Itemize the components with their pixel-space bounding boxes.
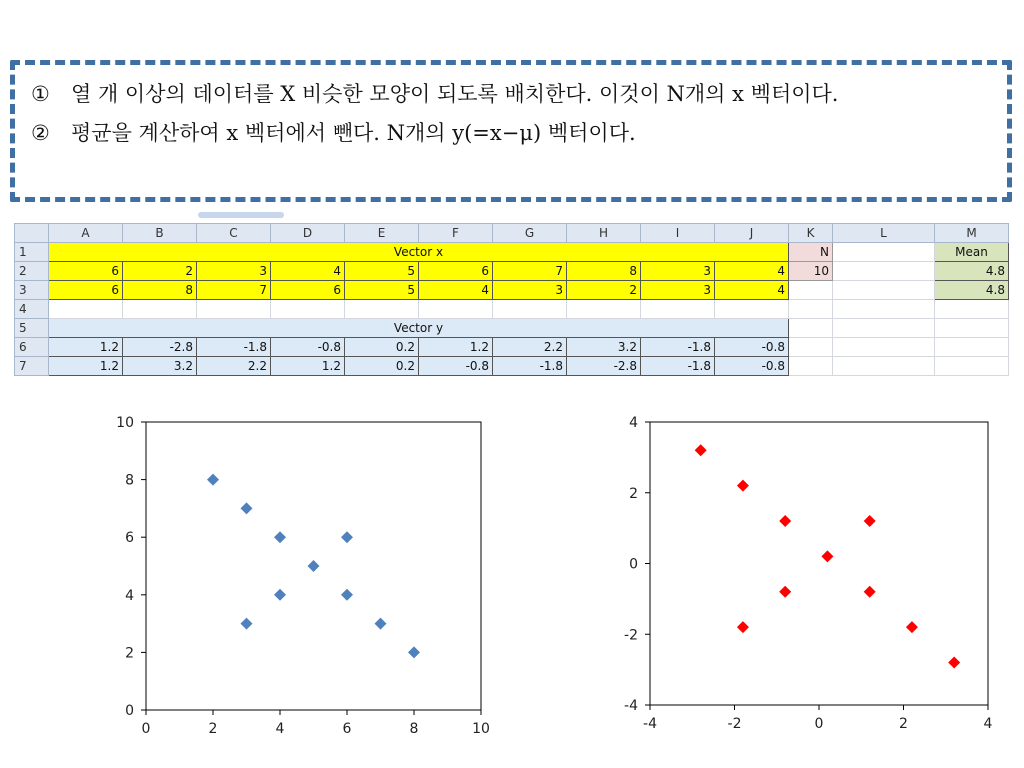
n-value-cell[interactable]: 10 — [789, 262, 833, 281]
note-number: ② — [31, 121, 50, 145]
vector-y-cell[interactable]: 1.2 — [49, 338, 123, 357]
note-number: ① — [31, 82, 50, 106]
cell[interactable] — [641, 300, 715, 319]
cell[interactable] — [789, 338, 833, 357]
y-tick-label: 10 — [116, 415, 134, 431]
vector-x-cell[interactable]: 2 — [567, 281, 641, 300]
column-header[interactable]: B — [123, 224, 197, 243]
sheet-row-1 — [15, 243, 1009, 262]
note-1 — [31, 79, 997, 110]
x-tick-label: 2 — [208, 721, 218, 737]
vector-x-cell[interactable]: 2 — [123, 262, 197, 281]
cell[interactable] — [833, 300, 935, 319]
x-tick-label: 0 — [814, 716, 824, 732]
y-tick-label: 2 — [125, 645, 134, 662]
sheet-tab-indicator — [198, 212, 284, 218]
cell[interactable] — [789, 319, 833, 338]
column-header[interactable]: I — [641, 224, 715, 243]
vector-y-cell[interactable]: 3.2 — [567, 338, 641, 357]
row-header[interactable]: 5 — [15, 319, 49, 338]
cell[interactable] — [935, 338, 1009, 357]
spreadsheet — [14, 223, 1009, 376]
row-header[interactable]: 3 — [15, 281, 49, 300]
vector-y-cell[interactable]: 2.2 — [197, 357, 271, 376]
vector-y-cell[interactable]: 3.2 — [123, 357, 197, 376]
cell[interactable] — [833, 262, 935, 281]
vector-x-cell[interactable]: 6 — [49, 262, 123, 281]
x-tick-label: 4 — [275, 721, 285, 737]
scatter-chart-x-svg — [100, 410, 500, 760]
y-tick-label: 2 — [629, 485, 638, 502]
x-tick-label: -4 — [643, 716, 657, 732]
cell[interactable] — [789, 281, 833, 300]
vector-x-cell[interactable]: 4 — [715, 281, 789, 300]
column-header-row — [15, 224, 1009, 243]
column-header[interactable]: K — [789, 224, 833, 243]
vector-y-cell[interactable]: -1.8 — [641, 357, 715, 376]
scatter-chart-y — [605, 410, 1010, 764]
sheet-row-4 — [15, 300, 1009, 319]
note-text: 평균을 계산하여 x 벡터에서 뺀다. N개의 y(=x−μ) 벡터이다. — [71, 121, 636, 145]
cell[interactable] — [833, 243, 935, 262]
x-tick-label: 2 — [899, 716, 908, 732]
cell[interactable] — [833, 338, 935, 357]
sheet-row-3 — [15, 281, 1009, 300]
vector-y-cell[interactable]: -2.8 — [567, 357, 641, 376]
y-tick-label: 4 — [125, 587, 134, 604]
vector-x-cell[interactable]: 8 — [123, 281, 197, 300]
row-header[interactable]: 1 — [15, 243, 49, 262]
y-tick-label: -2 — [624, 627, 638, 644]
column-header[interactable]: F — [419, 224, 493, 243]
cell[interactable] — [271, 300, 345, 319]
cell[interactable] — [493, 300, 567, 319]
vector-y-cell[interactable]: 2.2 — [493, 338, 567, 357]
cell[interactable] — [197, 300, 271, 319]
cell[interactable] — [833, 357, 935, 376]
vector-x-cell[interactable]: 6 — [419, 262, 493, 281]
spreadsheet-grid — [14, 223, 1009, 376]
cell[interactable] — [345, 300, 419, 319]
select-all-corner[interactable] — [15, 224, 49, 243]
row-header[interactable]: 2 — [15, 262, 49, 281]
y-tick-label: 6 — [125, 530, 134, 547]
sheet-row-6 — [15, 338, 1009, 357]
cell[interactable] — [789, 300, 833, 319]
vector-y-cell[interactable]: -0.8 — [715, 338, 789, 357]
cell[interactable] — [123, 300, 197, 319]
cell[interactable] — [419, 300, 493, 319]
sheet-row-7 — [15, 357, 1009, 376]
x-tick-label: -2 — [727, 716, 742, 732]
notes-box — [10, 60, 1012, 202]
vector-x-label-cell[interactable]: Vector x — [49, 243, 789, 262]
scatter-chart-y-svg — [605, 410, 1010, 760]
vector-y-label-cell[interactable]: Vector y — [49, 319, 789, 338]
row-header[interactable]: 4 — [15, 300, 49, 319]
column-header[interactable]: E — [345, 224, 419, 243]
note-2 — [31, 118, 997, 149]
mean-label-cell[interactable]: Mean — [935, 243, 1009, 262]
x-tick-label: 8 — [409, 721, 419, 737]
vector-x-cell[interactable]: 3 — [641, 262, 715, 281]
vector-x-cell[interactable]: 4 — [419, 281, 493, 300]
y-tick-label: 8 — [125, 472, 134, 489]
column-header[interactable]: A — [49, 224, 123, 243]
cell[interactable] — [935, 300, 1009, 319]
cell[interactable] — [715, 300, 789, 319]
column-header[interactable]: G — [493, 224, 567, 243]
vector-y-cell[interactable]: -0.8 — [419, 357, 493, 376]
x-tick-label: 10 — [472, 721, 490, 737]
y-tick-label: 0 — [629, 556, 638, 573]
mean-value-cell[interactable]: 4.8 — [935, 262, 1009, 281]
vector-x-cell[interactable]: 7 — [197, 281, 271, 300]
x-tick-label: 4 — [983, 716, 993, 732]
column-header[interactable]: M — [935, 224, 1009, 243]
sheet-row-2 — [15, 262, 1009, 281]
vector-y-cell[interactable]: -1.8 — [493, 357, 567, 376]
y-tick-label: 4 — [629, 415, 638, 431]
cell[interactable] — [935, 357, 1009, 376]
vector-y-cell[interactable]: 0.2 — [345, 338, 419, 357]
vector-x-cell[interactable]: 5 — [345, 262, 419, 281]
column-header[interactable]: L — [833, 224, 935, 243]
vector-y-cell[interactable]: -0.8 — [271, 338, 345, 357]
cell[interactable] — [789, 357, 833, 376]
column-header[interactable]: D — [271, 224, 345, 243]
vector-x-cell[interactable]: 3 — [641, 281, 715, 300]
vector-x-cell[interactable]: 3 — [197, 262, 271, 281]
vector-y-cell[interactable]: -1.8 — [641, 338, 715, 357]
vector-y-cell[interactable]: 1.2 — [271, 357, 345, 376]
cell[interactable] — [49, 300, 123, 319]
vector-x-cell[interactable]: 4 — [271, 262, 345, 281]
cell[interactable] — [935, 319, 1009, 338]
column-header[interactable]: J — [715, 224, 789, 243]
row-header[interactable]: 6 — [15, 338, 49, 357]
mean-value-cell[interactable]: 4.8 — [935, 281, 1009, 300]
vector-x-cell[interactable]: 3 — [493, 281, 567, 300]
vector-y-cell[interactable]: 0.2 — [345, 357, 419, 376]
vector-x-cell[interactable]: 4 — [715, 262, 789, 281]
y-tick-label: -4 — [624, 698, 638, 714]
vector-x-cell[interactable]: 6 — [49, 281, 123, 300]
x-tick-label: 0 — [141, 721, 151, 737]
cell[interactable] — [833, 319, 935, 338]
vector-y-cell[interactable]: -2.8 — [123, 338, 197, 357]
vector-y-cell[interactable]: 1.2 — [49, 357, 123, 376]
vector-x-cell[interactable]: 5 — [345, 281, 419, 300]
sheet-row-5 — [15, 319, 1009, 338]
plot-area — [650, 422, 988, 705]
vector-y-cell[interactable]: -1.8 — [197, 338, 271, 357]
y-tick-label: 0 — [125, 703, 134, 719]
vector-y-cell[interactable]: 1.2 — [419, 338, 493, 357]
row-header[interactable]: 7 — [15, 357, 49, 376]
note-text: 열 개 이상의 데이터를 X 비슷한 모양이 되도록 배치한다. 이것이 N개의 x 벡터이다. — [71, 82, 839, 106]
x-tick-label: 6 — [342, 721, 352, 737]
vector-x-cell[interactable]: 7 — [493, 262, 567, 281]
n-label-cell[interactable]: N — [789, 243, 833, 262]
vector-x-cell[interactable]: 8 — [567, 262, 641, 281]
vector-x-cell[interactable]: 6 — [271, 281, 345, 300]
cell[interactable] — [833, 281, 935, 300]
cell[interactable] — [567, 300, 641, 319]
column-header[interactable]: C — [197, 224, 271, 243]
vector-y-cell[interactable]: -0.8 — [715, 357, 789, 376]
scatter-chart-x — [100, 410, 500, 764]
column-header[interactable]: H — [567, 224, 641, 243]
